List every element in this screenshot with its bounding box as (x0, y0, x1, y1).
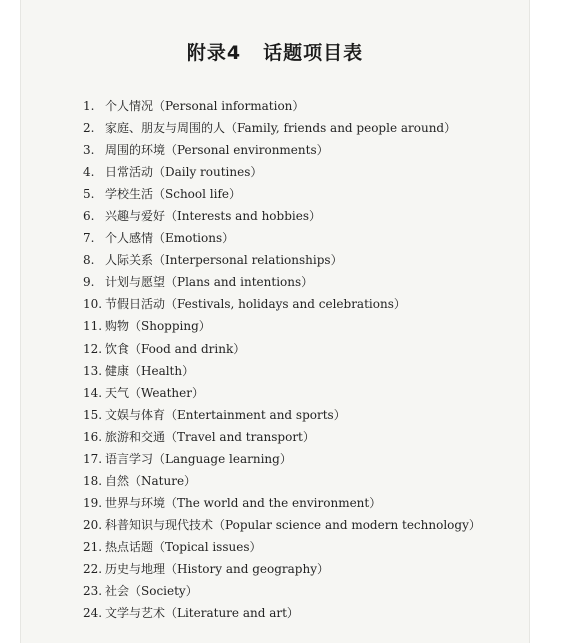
topic-item (83, 448, 523, 470)
appendix-number: 附录4 (186, 42, 242, 64)
topic-text: 自然（Nature） (105, 473, 197, 488)
topic-number: 12. (83, 341, 103, 356)
topic-number: 8. (83, 253, 95, 268)
topic-item (83, 404, 523, 426)
topic-text: 世界与环境（The world and the environment） (105, 495, 382, 510)
topic-text: 个人感情（Emotions） (105, 231, 235, 246)
topic-item (83, 382, 523, 404)
topic-number: 5. (83, 187, 95, 202)
topic-number: 19. (83, 495, 103, 510)
topic-number: 4. (83, 165, 95, 180)
document-page (20, 0, 530, 643)
topic-item (83, 492, 523, 514)
topic-text: 饮食（Food and drink） (105, 341, 246, 356)
topic-item (83, 249, 523, 271)
topic-number: 17. (83, 451, 103, 466)
topic-item (83, 536, 523, 558)
topic-item (83, 293, 523, 315)
topic-number: 7. (83, 231, 95, 246)
topic-number: 23. (83, 584, 103, 599)
topic-text: 人际关系（Interpersonal relationships） (105, 253, 343, 268)
topic-number: 15. (83, 407, 103, 422)
topic-number: 18. (83, 473, 103, 488)
topic-text: 文娱与体育（Entertainment and sports） (105, 407, 346, 422)
topic-text: 个人情况（Personal information） (105, 99, 305, 113)
topic-number: 6. (83, 209, 95, 224)
topic-number: 11. (83, 319, 103, 334)
topic-text: 计划与愿望（Plans and intentions） (105, 275, 314, 290)
topic-text: 科普知识与现代技术（Popular science and modern technology） (105, 517, 481, 532)
topic-text: 健康（Health） (105, 363, 195, 378)
topic-item (83, 117, 523, 139)
topic-item (83, 139, 523, 161)
topic-text: 旅游和交通（Travel and transport） (105, 429, 315, 444)
topic-text: 热点话题（Topical issues） (105, 539, 262, 554)
topic-text: 社会（Society） (105, 584, 198, 599)
topic-item (83, 315, 523, 337)
topic-item (83, 271, 523, 293)
topic-item (83, 426, 523, 448)
topic-item (83, 95, 523, 117)
appendix-title: 话题项目表 (263, 42, 364, 64)
topic-item (83, 360, 523, 382)
topic-text: 兴趣与爱好（Interests and hobbies） (105, 209, 321, 224)
topic-item (83, 514, 523, 536)
topic-number: 16. (83, 429, 103, 444)
topic-number: 14. (83, 385, 103, 400)
topic-text: 节假日活动（Festivals, holidays and celebrations） (105, 297, 406, 312)
topic-number: 3. (83, 143, 95, 158)
topic-number: 10. (83, 297, 103, 312)
topic-number: 9. (83, 275, 95, 290)
topic-item (83, 558, 523, 580)
topic-text: 天气（Weather） (105, 385, 205, 400)
topic-item (83, 470, 523, 492)
topic-text: 语言学习（Language learning） (105, 451, 292, 466)
topic-text: 学校生活（School life） (105, 187, 241, 202)
topic-item (83, 183, 523, 205)
topic-text: 周围的环境（Personal environments） (105, 143, 329, 158)
topic-number: 2. (83, 121, 95, 136)
topic-number: 1. (83, 99, 95, 113)
topic-item (83, 227, 523, 249)
topic-text: 家庭、朋友与周围的人（Family, friends and people around） (105, 121, 457, 136)
topic-text: 文学与艺术（Literature and art） (105, 606, 299, 621)
page-title (21, 38, 529, 65)
topic-text: 日常活动（Daily routines） (105, 165, 263, 180)
topic-text: 历史与地理（History and geography） (105, 561, 329, 576)
topic-number: 24. (83, 606, 103, 621)
topic-number: 20. (83, 517, 103, 532)
topic-list (83, 95, 523, 624)
topic-item (83, 161, 523, 183)
topic-item (83, 580, 523, 602)
topic-number: 13. (83, 363, 103, 378)
topic-number: 22. (83, 561, 103, 576)
topic-item (83, 602, 523, 624)
topic-item (83, 338, 523, 360)
topic-text: 购物（Shopping） (105, 319, 211, 334)
topic-number: 21. (83, 539, 103, 554)
topic-item (83, 205, 523, 227)
